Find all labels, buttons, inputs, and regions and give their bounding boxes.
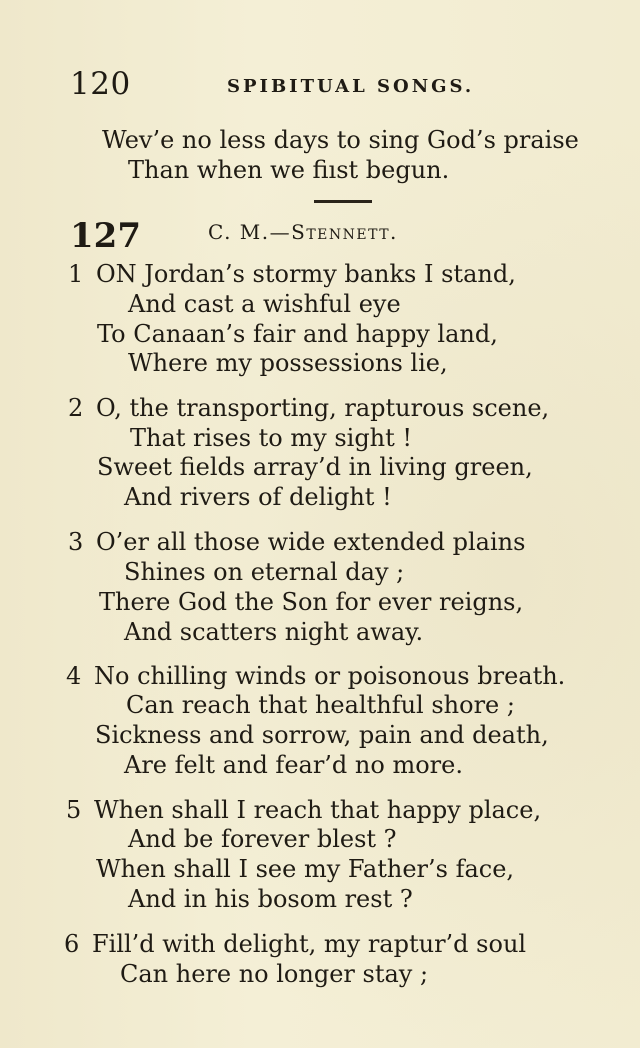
- section-divider-rule: [314, 200, 372, 203]
- hymn-author: Stennett.: [291, 220, 398, 244]
- verse-line: And in his bosom rest ?: [128, 885, 413, 913]
- verse-line: Where my possessions lie,: [128, 349, 448, 377]
- verse-number: 1: [68, 260, 84, 288]
- verse-line: ON Jordan’s stormy banks I stand,: [96, 260, 516, 288]
- previous-hymn-line: Wev’e no less days to sing God’s praise: [102, 126, 579, 154]
- verse-line: And rivers of delight !: [124, 483, 392, 511]
- verse-line: Can reach that healthful shore ;: [126, 691, 515, 719]
- verse-line: No chilling winds or poisonous breath.: [94, 662, 566, 690]
- verse-line: O, the transporting, rapturous scene,: [96, 394, 550, 422]
- verse-line: Can here no longer stay ;: [120, 960, 429, 988]
- verse-line: When shall I see my Father’s face,: [96, 855, 515, 883]
- verse-line: Sweet fields array’d in living green,: [97, 453, 533, 481]
- verse-line: Sickness and sorrow, pain and death,: [95, 721, 549, 749]
- verse-line: O’er all those wide extended plains: [96, 528, 526, 556]
- previous-hymn-line: Than when we fiıst begun.: [128, 156, 450, 184]
- hymn-meter: C. M.—: [208, 220, 292, 244]
- verse-number: 4: [66, 662, 82, 690]
- hymn-meter-author: [208, 220, 398, 244]
- page-number: 120: [70, 66, 131, 102]
- verse-number: 5: [66, 796, 82, 824]
- verse-line: To Canaan’s fair and happy land,: [97, 320, 498, 348]
- verse-number: 2: [68, 394, 84, 422]
- hymn-number: 127: [70, 216, 141, 256]
- verse-line: And be forever blest ?: [128, 825, 397, 853]
- verse-line: There God the Son for ever reigns,: [99, 588, 524, 616]
- verse-line: And scatters night away.: [124, 618, 424, 646]
- verse-line: When shall I reach that happy place,: [94, 796, 542, 824]
- verse-line: Fill’d with delight, my raptur’d soul: [92, 930, 527, 958]
- verse-number: 3: [68, 528, 84, 556]
- running-head-title: SPIBITUAL SONGS.: [227, 76, 475, 97]
- verse-number: 6: [64, 930, 80, 958]
- verse-line: Shines on eternal day ;: [124, 558, 405, 586]
- verse-line: Are felt and fear’d no more.: [124, 751, 463, 779]
- verse-line: That rises to my sight !: [130, 424, 413, 452]
- verse-line: And cast a wishful eye: [128, 290, 401, 318]
